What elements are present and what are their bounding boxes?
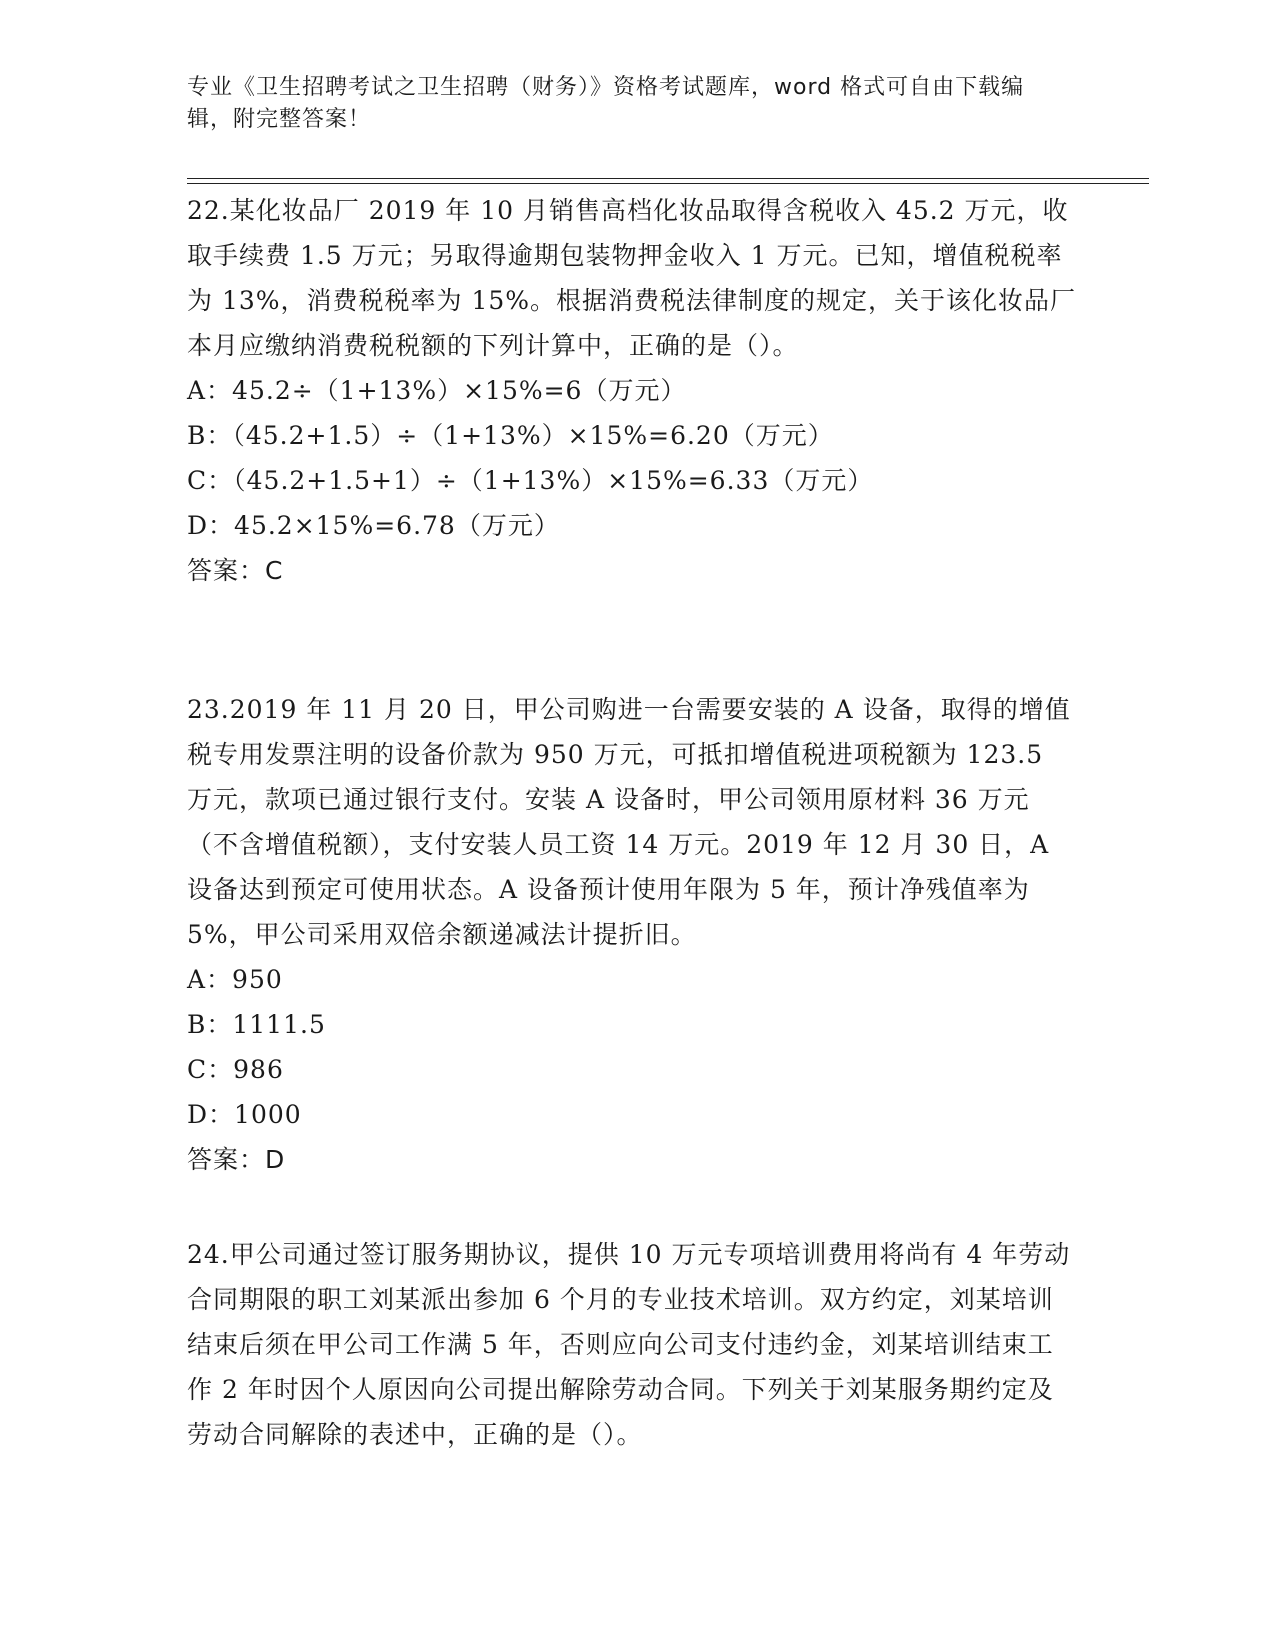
option-b: B：（45.2+1.5）÷（1+13%）×15%=6.20（万元） — [187, 421, 834, 450]
header-divider-bottom — [187, 183, 1149, 184]
answer-label: 答案：D — [187, 1145, 286, 1174]
question-text: 23.2019 年 11 月 20 日，甲公司购进一台需要安装的 A 设备，取得的增值税专用发票注明的设备价款为 950 万元，可抵扣增值税进项税额为 123.5 万元，款项已通过银行支付。安装 A 设备时，甲公司领用原材料 36 万元（不含增值税额），支付安装人员工资 14 万元。2019 年 12 月 30 日，A 设备达到预定可使用状态。A 设备预计使用年限为 5 年，预计净残值率为 5%，甲公司采用双倍余额递减法计提折旧。 — [187, 695, 1071, 949]
question-22 — [187, 188, 1077, 593]
question-24 — [187, 1232, 1077, 1457]
question-text: 22.某化妆品厂 2019 年 10 月销售高档化妆品取得含税收入 45.2 万元，收取手续费 1.5 万元；另取得逾期包装物押金收入 1 万元。已知，增值税税率为 13%，消费税税率为 15%。根据消费税法律制度的规定，关于该化妆品厂本月应缴纳消费税税额的下列计算中，正确的是（）。 — [187, 196, 1077, 360]
header-divider-top — [187, 178, 1149, 179]
option-c: C：（45.2+1.5+1）÷（1+13%）×15%=6.33（万元） — [187, 466, 874, 495]
option-a: A：950 — [187, 965, 283, 994]
option-b: B：1111.5 — [187, 1010, 326, 1039]
question-23 — [187, 687, 1077, 1182]
document-header: 专业《卫生招聘考试之卫生招聘（财务）》资格考试题库，word 格式可自由下载编辑，附完整答案！ — [187, 75, 1025, 132]
answer-label: 答案：C — [187, 556, 284, 585]
option-d: D：45.2×15%=6.78（万元） — [187, 511, 560, 540]
option-c: C：986 — [187, 1055, 284, 1084]
option-a: A：45.2÷（1+13%）×15%=6（万元） — [187, 376, 687, 405]
option-d: D：1000 — [187, 1100, 302, 1129]
question-text: 24.甲公司通过签订服务期协议，提供 10 万元专项培训费用将尚有 4 年劳动合同期限的职工刘某派出参加 6 个月的专业技术培训。双方约定，刘某培训结束后须在甲公司工作满 5 年，否则应向公司支付违约金，刘某培训结束工作 2 年时因个人原因向公司提出解除劳动合同。下列关于刘某服务期约定及劳动合同解除的表述中，正确的是（）。 — [187, 1240, 1071, 1449]
